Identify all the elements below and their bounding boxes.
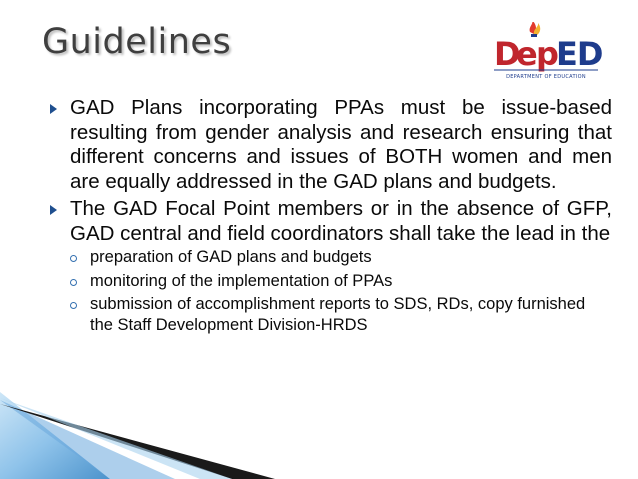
slide-title: Guidelines <box>42 22 232 62</box>
svg-text:e: e <box>516 35 537 73</box>
bullet-text: GAD Plans incorporating PPAs must be issue-based resulting from gender analysis and research ensuring that different concerns and issues of BOTH women and men are equally addressed in the GAD plans and budgets. <box>70 96 612 194</box>
sub-bullet-text: preparation of GAD plans and budgets <box>90 248 372 267</box>
bullet-item <box>50 197 612 246</box>
sub-bullet-item <box>50 294 612 335</box>
svg-text:ED: ED <box>556 35 602 73</box>
ring-bullet-icon <box>70 279 77 286</box>
arrow-bullet-icon <box>50 104 57 114</box>
slide-content <box>50 96 612 335</box>
svg-text:D: D <box>494 35 520 73</box>
sub-bullet-text: monitoring of the implementation of PPAs <box>90 271 393 290</box>
ring-bullet-icon <box>70 255 77 262</box>
sub-bullet-item <box>50 271 612 292</box>
arrow-bullet-icon <box>50 205 57 215</box>
svg-text:DEPARTMENT OF EDUCATION: DEPARTMENT OF EDUCATION <box>506 74 586 80</box>
ring-bullet-icon <box>70 302 77 309</box>
sub-bullet-item <box>50 247 612 268</box>
bullet-item <box>50 96 612 195</box>
bullet-text: The GAD Focal Point members or in the absence of GFP, GAD central and field coordinators shall take the lead in the <box>70 196 612 245</box>
svg-text:p: p <box>536 35 558 73</box>
sub-bullet-text: submission of accomplishment reports to SDS, RDs, copy furnished the Staff Development Division-HRDS <box>90 295 586 334</box>
sub-bullet-list <box>50 247 612 335</box>
deped-logo <box>492 22 602 82</box>
